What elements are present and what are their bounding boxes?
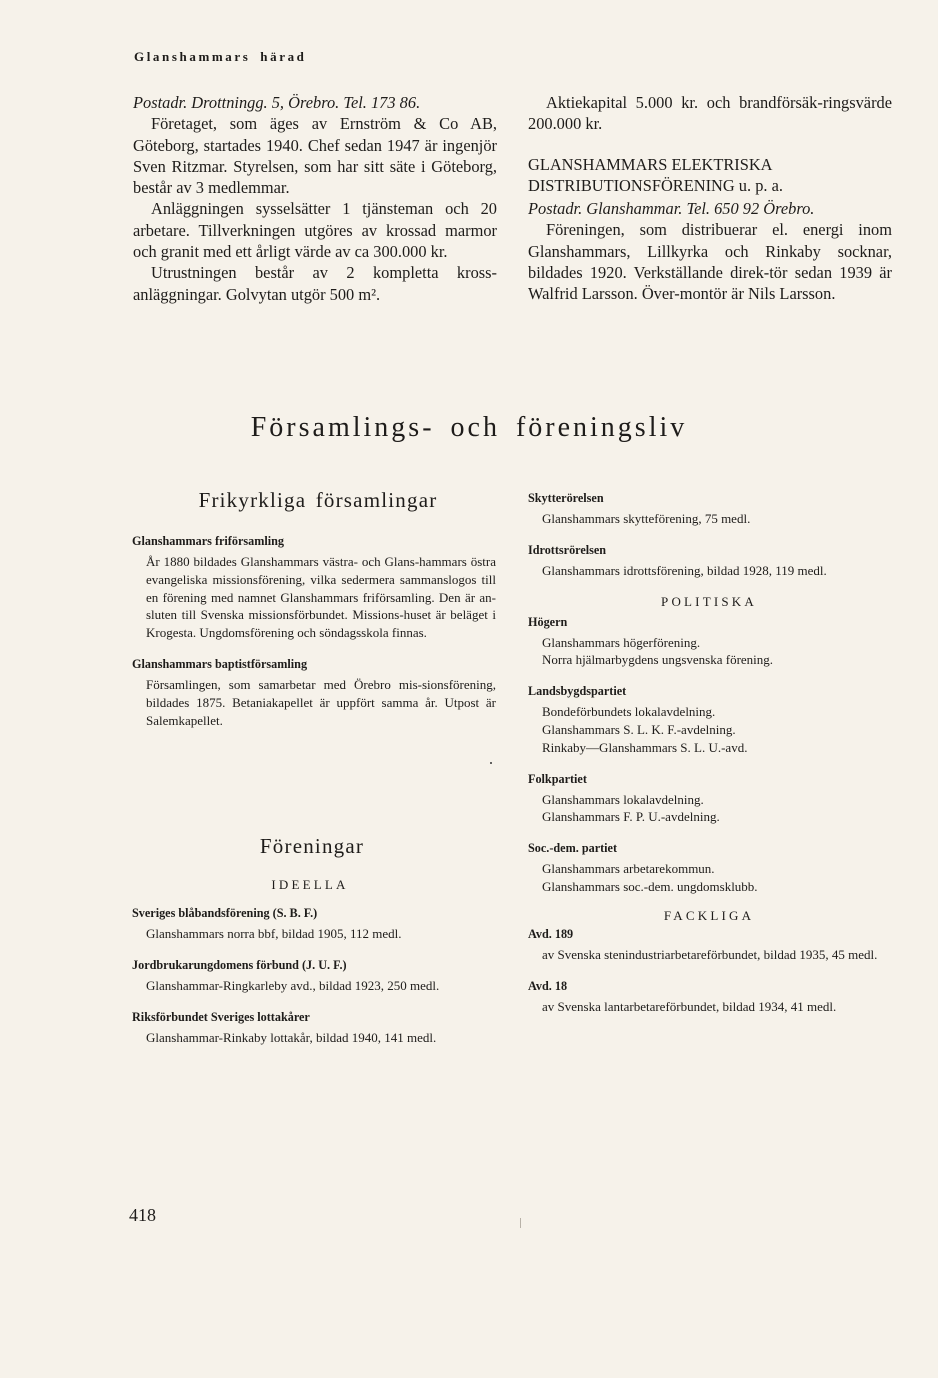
entry-line: Rinkaby—Glanshammars S. L. U.-avd.	[542, 739, 748, 755]
entry-body: Glanshammars norra bbf, bildad 1905, 112 medl.	[146, 926, 402, 941]
entry-heading: Avd. 189	[528, 926, 574, 941]
entry-heading: Sveriges blåbandsförening (S. B. F.)	[132, 906, 318, 920]
fackliga-label: FACKLIGA	[663, 907, 755, 923]
entry-body: Glanshammar-Ringkarleby avd., bildad 1923, 250 medl.	[146, 977, 440, 993]
entry-body: Glanshammar-Rinkaby lottakår, bildad 1940, 141 medl.	[146, 1029, 437, 1045]
section-title: Församlings- och föreningsliv	[250, 412, 688, 443]
entry-line: Glanshammars F. P. U.-avdelning.	[542, 809, 720, 825]
entry-heading: Soc.-dem. partiet	[528, 841, 618, 856]
top-left-column	[133, 92, 497, 305]
postal-address: Postadr. Glanshammar. Tel. 650 92 Örebro.	[528, 199, 815, 219]
foreningar-title: Föreningar	[259, 834, 365, 858]
entry-body: Glanshammars idrottsförening, bildad 1928, 119 medl.	[542, 562, 827, 578]
entry-line: Glanshammars lokalavdelning.	[542, 791, 704, 807]
entry-body: Församlingen, som samarbetar med Örebro mis-sionsförening, bildades 1875. Betaniakapellet är uppfört samma år. Utpost är Salemkapellet.	[146, 676, 496, 728]
entry-line: Bondeförbundets lokalavdelning.	[542, 704, 716, 720]
entry-heading: Skytterörelsen	[528, 491, 604, 505]
entry-line: Glanshammars S. L. K. F.-avdelning.	[542, 721, 736, 737]
paragraph: Utrustningen består av 2 kompletta kross-anläggningar. Golvytan utgör 500 m².	[133, 263, 497, 304]
entry-heading: Jordbrukarungdomens förbund (J. U. F.)	[132, 957, 347, 972]
entry-line: Norra hjälmarbygdens ungsvenska förening.	[542, 652, 774, 668]
entry-heading: Landsbygdspartiet	[528, 684, 627, 699]
left-lower-column	[132, 488, 496, 729]
entry-heading: Folkpartiet	[528, 771, 587, 786]
entry-heading: Avd. 18	[528, 978, 568, 993]
entry-body: Glanshammars skytteförening, 75 medl.	[542, 511, 751, 526]
entry-body: av Svenska stenindustriarbetareförbundet, bildad 1935, 45 medl.	[542, 946, 878, 962]
politiska-label: POLITISKA	[661, 593, 757, 609]
entry-heading: Högern	[528, 614, 568, 629]
entry-heading: Riksförbundet Sveriges lottakårer	[132, 1009, 310, 1024]
company-name: GLANSHAMMARS ELEKTRISKA DISTRIBUTIONSFÖRENING u. p. a.	[528, 154, 783, 195]
entry-line: Glanshammars arbetarekommun.	[542, 861, 715, 877]
foreningar-section	[132, 834, 496, 1046]
top-right-column	[528, 92, 892, 305]
postal-address: Postadr. Drottningg. 5, Örebro. Tel. 173 86.	[133, 93, 421, 112]
entry-line: Glanshammars högerförening.	[542, 634, 701, 650]
entry-body: År 1880 bildades Glanshammars västra- och Glans-hammars östra evangeliska missionsförening, vilka sedermera sammanslogos till en förening med namnet Glanshammars friförsamling. Den är an-sluten till Svenska missionsförbundet. Missions-huset är beläget i Krogesta. Ungdomsförening och söndagsskola finnas.	[146, 554, 496, 641]
entry-heading: Glanshammars baptistförsamling	[132, 656, 308, 671]
capital-paragraph: Aktiekapital 5.000 kr. och brandförsäk-ringsvärde 200.000 kr.	[528, 93, 892, 134]
entry-line: Glanshammars soc.-dem. ungdomsklubb.	[542, 878, 758, 894]
entry-heading: Glanshammars friförsamling	[132, 534, 284, 548]
paragraph: Anläggningen sysselsätter 1 tjänsteman och 20 arbetare. Tillverkningen utgöres av krossad marmor och granit med ett årligt värde av ca 300.000 kr.	[133, 199, 497, 262]
running-head: Glanshammars härad	[134, 49, 307, 64]
paragraph: Föreningen, som distribuerar el. energi inom Glanshammars, Lillkyrka och Rinkaby socknar, bildades 1920. Verkställande direk-tör sedan 1939 är Walfrid Larsson. Över-montör är Nils Larsson.	[528, 220, 892, 304]
paragraph: Företaget, som äges av Ernström & Co AB, Göteborg, startades 1940. Chef sedan 1947 är ingenjör Sven Ritzmar. Styrelsen, som har sitt säte i Göteborg, består av 3 medlemmar.	[133, 114, 497, 198]
crop-mark	[520, 1218, 521, 1228]
entry-body: av Svenska lantarbetareförbundet, bildad 1934, 41 medl.	[542, 998, 837, 1014]
entry-heading: Idrottsrörelsen	[528, 542, 607, 557]
stray-dot	[490, 762, 492, 764]
frikyrkliga-title: Frikyrkliga församlingar	[198, 488, 438, 512]
ideella-label: IDEELLA	[271, 877, 349, 892]
right-lower-column	[528, 490, 890, 1015]
page-number: 418	[129, 1205, 156, 1225]
